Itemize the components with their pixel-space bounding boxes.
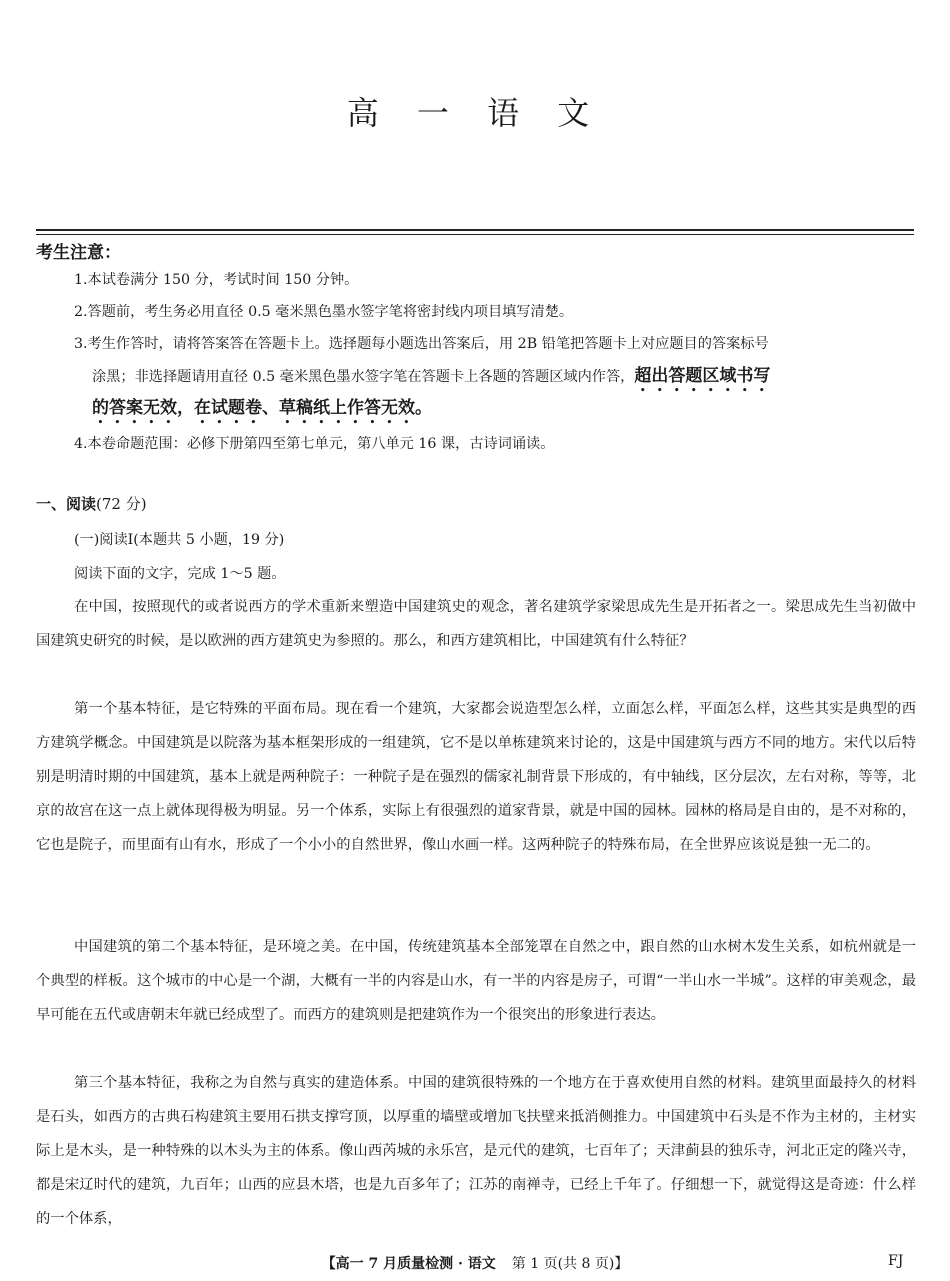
page-footer	[0, 1253, 950, 1273]
notice-item-3-text: 涂黑；非选择题请用直径 0.5 毫米黑色墨水签字笔在答题卡上各题的答题区域内作答，	[92, 369, 635, 385]
notice-item-3: 3.考生作答时，请将答案答在答题卡上。选择题每小题选出答案后，用 2B 铅笔把答题卡上对应题目的答案标号	[74, 336, 769, 352]
section-heading	[36, 493, 147, 514]
header-rule-thick	[36, 229, 914, 231]
section-score: (72 分)	[96, 495, 147, 513]
header-rule-thin	[36, 234, 914, 235]
notice-item-1: 1.本试卷满分 150 分，考试时间 150 分钟。	[74, 272, 359, 288]
footer-page-number: 第 1 页(共 8 页)】	[511, 1256, 629, 1272]
notice-heading: 考生注意：	[36, 243, 121, 263]
exam-title: 高 一 语 文	[346, 94, 604, 132]
notice-item-4: 4.本卷命题范围：必修下册第四至第七单元，第八单元 16 课，古诗词诵读。	[74, 436, 555, 452]
paragraph-3: 中国建筑的第二个基本特征，是环境之美。在中国，传统建筑基本全部笼罩在自然之中，跟自然的山水树木发生关系，如杭州就是一个典型的样板。这个城市的中心是一个湖，大概有一半的内容是山水，有一半的内容是房子，可谓“一半山水一半城”。这样的审美观念，最早可能在五代或唐朝末年就已经成型了。而西方的建筑则是把建筑作为一个很突出的形象进行表达。	[36, 939, 916, 1023]
notice-emphasis-b: 的答案无效，在试题卷、草稿纸上作答无效。	[92, 398, 432, 418]
notice-item-3-emph-line	[92, 393, 432, 428]
paragraph-1: 在中国，按照现代的或者说西方的学术重新来塑造中国建筑史的观念，著名建筑学家梁思成先生是开拓者之一。梁思成先生当初做中国建筑史研究的时候，是以欧洲的西方建筑史为参照的。那么，和西方建筑相比，中国建筑有什么特征？	[36, 599, 916, 649]
paragraph-4: 第三个基本特征，我称之为自然与真实的建造体系。中国的建筑很特殊的一个地方在于喜欢使用自然的材料。建筑里面最持久的材料是石头，如西方的古典石构建筑主要用石拱支撑穹顶，以厚重的墙壁或增加飞扶壁来抵消侧推力。中国建筑中石头是不作为主材的，主材实际上是木头，是一种特殊的以木头为主的体系。像山西芮城的永乐宫，是元代的建筑，七百年了；天津蓟县的独乐寺，河北正定的隆兴寺，都是宋辽时代的建筑，九百年；山西的应县木塔，也是九百多年了；江苏的南禅寺，已经上千年了。仔细想一下，就觉得这是奇迹：什么样的一个体系，	[36, 1075, 916, 1227]
footer-label: 【高一 7 月质量检测 · 语文	[321, 1256, 496, 1272]
paragraph-2: 第一个基本特征，是它特殊的平面布局。现在看一个建筑，大家都会说造型怎么样，立面怎么样，平面怎么样，这些其实是典型的西方建筑学概念。中国建筑是以院落为基本框架形成的一组建筑，它不是以单栋建筑来讨论的，这是中国建筑与西方不同的地方。宋代以后特别是明清时期的中国建筑，基本上就是两种院子：一种院子是在强烈的儒家礼制背景下形成的，有中轴线，区分层次，左右对称，等等，北京的故宫在这一点上就体现得极为明显。另一个体系，实际上有很强烈的道家背景，就是中国的园林。园林的格局是自由的，是不对称的，它也是院子，而里面有山有水，形成了一个小小的自然世界，像山水画一样。这两种院子的特殊布局，在全世界应该说是独一无二的。	[36, 701, 916, 853]
reading-instruction: 阅读下面的文字，完成 1～5 题。	[74, 566, 286, 582]
notice-item-2: 2.答题前，考生务必用直径 0.5 毫米黑色墨水签字笔将密封线内项目填写清楚。	[74, 304, 574, 320]
notice-emphasis-a: 超出答题区域书写	[634, 366, 771, 386]
subsection-heading: (一)阅读Ⅰ(本题共 5 小题，19 分)	[74, 532, 285, 548]
notice-item-3-cont	[92, 361, 770, 396]
footer-code: FJ	[888, 1253, 904, 1269]
section-title: 一、阅读	[36, 495, 97, 513]
